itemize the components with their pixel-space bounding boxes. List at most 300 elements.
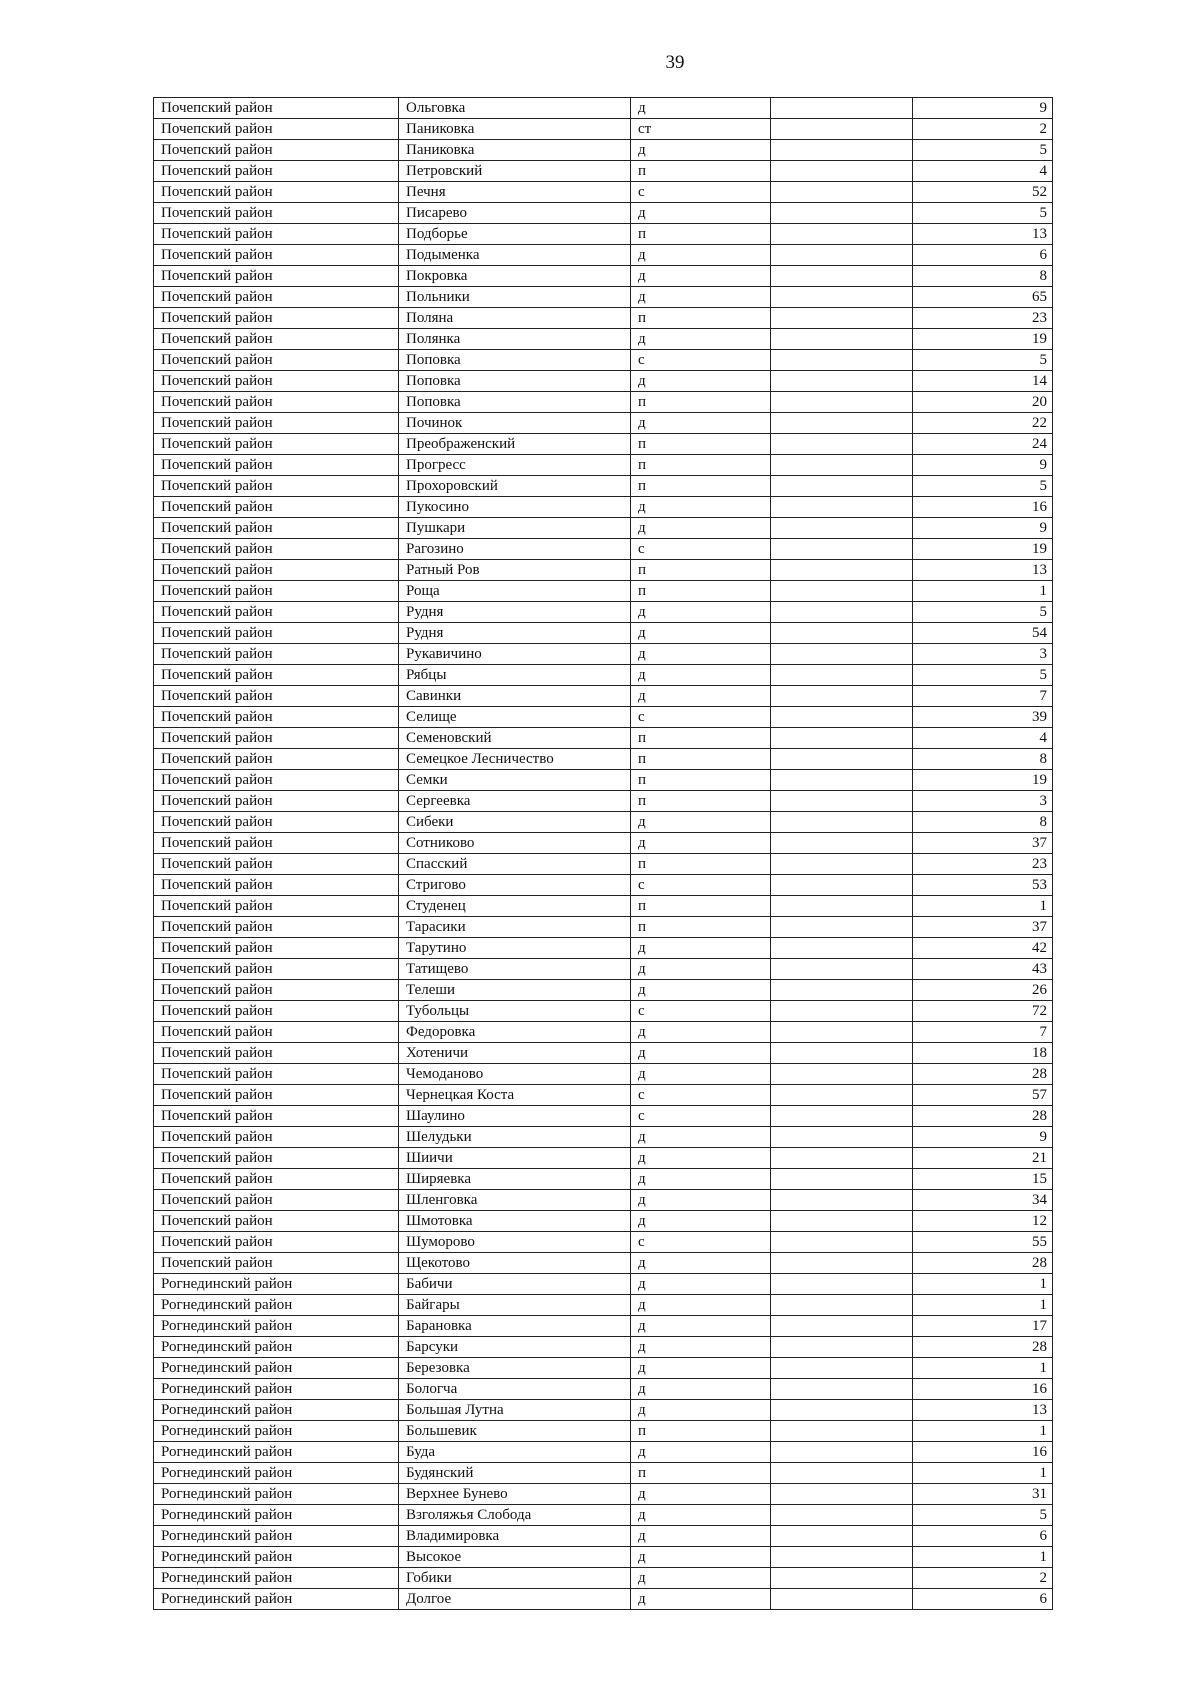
type-cell: д <box>631 413 771 434</box>
table-row <box>154 1484 1053 1505</box>
table-row <box>154 770 1053 791</box>
blank-cell <box>771 308 913 329</box>
count-cell: 1 <box>913 581 1053 602</box>
table-row <box>154 371 1053 392</box>
settlement-cell: Сотниково <box>399 833 631 854</box>
settlement-cell: Хотеничи <box>399 1043 631 1064</box>
blank-cell <box>771 182 913 203</box>
table-row <box>154 392 1053 413</box>
settlement-cell: Студенец <box>399 896 631 917</box>
type-cell: д <box>631 266 771 287</box>
district-cell: Почепский район <box>154 308 399 329</box>
district-cell: Почепский район <box>154 959 399 980</box>
type-cell: с <box>631 350 771 371</box>
blank-cell <box>771 854 913 875</box>
type-cell: д <box>631 1505 771 1526</box>
district-cell: Почепский район <box>154 455 399 476</box>
table-row <box>154 1043 1053 1064</box>
type-cell: д <box>631 1589 771 1610</box>
district-cell: Почепский район <box>154 728 399 749</box>
table-row <box>154 959 1053 980</box>
table-row <box>154 224 1053 245</box>
table-row <box>154 140 1053 161</box>
table-row <box>154 350 1053 371</box>
blank-cell <box>771 602 913 623</box>
count-cell: 8 <box>913 812 1053 833</box>
settlement-cell: Ширяевка <box>399 1169 631 1190</box>
settlement-cell: Байгары <box>399 1295 631 1316</box>
district-cell: Почепский район <box>154 350 399 371</box>
district-cell: Почепский район <box>154 518 399 539</box>
type-cell: п <box>631 1463 771 1484</box>
count-cell: 55 <box>913 1232 1053 1253</box>
district-cell: Почепский район <box>154 686 399 707</box>
settlement-cell: Буда <box>399 1442 631 1463</box>
district-cell: Рогнединский район <box>154 1400 399 1421</box>
blank-cell <box>771 98 913 119</box>
type-cell: д <box>631 980 771 1001</box>
blank-cell <box>771 980 913 1001</box>
district-cell: Рогнединский район <box>154 1421 399 1442</box>
type-cell: д <box>631 1316 771 1337</box>
type-cell: п <box>631 770 771 791</box>
blank-cell <box>771 287 913 308</box>
type-cell: п <box>631 224 771 245</box>
blank-cell <box>771 1064 913 1085</box>
settlement-cell: Селище <box>399 707 631 728</box>
table-row <box>154 1169 1053 1190</box>
type-cell: д <box>631 1274 771 1295</box>
count-cell: 1 <box>913 1463 1053 1484</box>
table-row <box>154 539 1053 560</box>
blank-cell <box>771 1358 913 1379</box>
count-cell: 13 <box>913 560 1053 581</box>
district-cell: Рогнединский район <box>154 1505 399 1526</box>
table-row <box>154 791 1053 812</box>
table-row <box>154 1106 1053 1127</box>
district-cell: Рогнединский район <box>154 1358 399 1379</box>
count-cell: 57 <box>913 1085 1053 1106</box>
district-cell: Рогнединский район <box>154 1316 399 1337</box>
table-row <box>154 1295 1053 1316</box>
blank-cell <box>771 896 913 917</box>
count-cell: 9 <box>913 518 1053 539</box>
district-cell: Почепский район <box>154 980 399 1001</box>
district-cell: Почепский район <box>154 497 399 518</box>
district-cell: Почепский район <box>154 770 399 791</box>
blank-cell <box>771 1211 913 1232</box>
table-row <box>154 812 1053 833</box>
settlement-cell: Барановка <box>399 1316 631 1337</box>
settlement-cell: Печня <box>399 182 631 203</box>
district-cell: Рогнединский район <box>154 1589 399 1610</box>
blank-cell <box>771 686 913 707</box>
district-cell: Почепский район <box>154 644 399 665</box>
settlement-cell: Подыменка <box>399 245 631 266</box>
table-row <box>154 245 1053 266</box>
count-cell: 8 <box>913 266 1053 287</box>
blank-cell <box>771 1505 913 1526</box>
settlement-cell: Спасский <box>399 854 631 875</box>
district-cell: Почепский район <box>154 266 399 287</box>
count-cell: 31 <box>913 1484 1053 1505</box>
table-row <box>154 497 1053 518</box>
settlement-cell: Сибеки <box>399 812 631 833</box>
type-cell: с <box>631 707 771 728</box>
type-cell: д <box>631 1253 771 1274</box>
type-cell: п <box>631 728 771 749</box>
settlement-cell: Сергеевка <box>399 791 631 812</box>
district-cell: Рогнединский район <box>154 1484 399 1505</box>
count-cell: 16 <box>913 1442 1053 1463</box>
count-cell: 42 <box>913 938 1053 959</box>
district-cell: Почепский район <box>154 749 399 770</box>
settlement-cell: Шелудьки <box>399 1127 631 1148</box>
settlement-cell: Телеши <box>399 980 631 1001</box>
type-cell: д <box>631 623 771 644</box>
district-cell: Почепский район <box>154 371 399 392</box>
district-cell: Почепский район <box>154 938 399 959</box>
blank-cell <box>771 1526 913 1547</box>
district-cell: Почепский район <box>154 140 399 161</box>
count-cell: 21 <box>913 1148 1053 1169</box>
district-cell: Почепский район <box>154 1211 399 1232</box>
table-row <box>154 1568 1053 1589</box>
count-cell: 4 <box>913 728 1053 749</box>
blank-cell <box>771 1379 913 1400</box>
settlement-cell: Писарево <box>399 203 631 224</box>
count-cell: 1 <box>913 896 1053 917</box>
type-cell: д <box>631 98 771 119</box>
type-cell: ст <box>631 119 771 140</box>
type-cell: д <box>631 1568 771 1589</box>
type-cell: с <box>631 182 771 203</box>
district-cell: Почепский район <box>154 245 399 266</box>
type-cell: п <box>631 308 771 329</box>
table-row <box>154 1232 1053 1253</box>
table-row <box>154 182 1053 203</box>
settlement-cell: Преображенский <box>399 434 631 455</box>
district-cell: Рогнединский район <box>154 1463 399 1484</box>
type-cell: с <box>631 875 771 896</box>
table-row <box>154 1379 1053 1400</box>
district-cell: Рогнединский район <box>154 1274 399 1295</box>
count-cell: 5 <box>913 602 1053 623</box>
blank-cell <box>771 1421 913 1442</box>
type-cell: д <box>631 1337 771 1358</box>
blank-cell <box>771 1001 913 1022</box>
district-cell: Почепский район <box>154 98 399 119</box>
table-row <box>154 896 1053 917</box>
blank-cell <box>771 1106 913 1127</box>
settlement-cell: Щекотово <box>399 1253 631 1274</box>
settlement-cell: Пушкари <box>399 518 631 539</box>
district-cell: Почепский район <box>154 1022 399 1043</box>
count-cell: 16 <box>913 497 1053 518</box>
type-cell: п <box>631 434 771 455</box>
count-cell: 1 <box>913 1274 1053 1295</box>
settlement-cell: Прохоровский <box>399 476 631 497</box>
settlement-cell: Владимировка <box>399 1526 631 1547</box>
blank-cell <box>771 917 913 938</box>
blank-cell <box>771 728 913 749</box>
table-row <box>154 1526 1053 1547</box>
type-cell: п <box>631 455 771 476</box>
blank-cell <box>771 749 913 770</box>
blank-cell <box>771 266 913 287</box>
type-cell: с <box>631 1232 771 1253</box>
settlement-cell: Шуморово <box>399 1232 631 1253</box>
type-cell: п <box>631 581 771 602</box>
count-cell: 13 <box>913 224 1053 245</box>
district-cell: Почепский район <box>154 287 399 308</box>
type-cell: п <box>631 161 771 182</box>
settlement-cell: Шленговка <box>399 1190 631 1211</box>
type-cell: д <box>631 371 771 392</box>
type-cell: д <box>631 1400 771 1421</box>
page-number: 39 <box>665 52 685 73</box>
type-cell: д <box>631 665 771 686</box>
blank-cell <box>771 1190 913 1211</box>
settlement-cell: Семецкое Лесничество <box>399 749 631 770</box>
table-row <box>154 434 1053 455</box>
count-cell: 7 <box>913 686 1053 707</box>
table-row <box>154 1274 1053 1295</box>
blank-cell <box>771 1337 913 1358</box>
type-cell: д <box>631 1442 771 1463</box>
blank-cell <box>771 203 913 224</box>
count-cell: 2 <box>913 119 1053 140</box>
type-cell: д <box>631 644 771 665</box>
table-row <box>154 1253 1053 1274</box>
table-row <box>154 581 1053 602</box>
type-cell: д <box>631 1547 771 1568</box>
table-row <box>154 728 1053 749</box>
count-cell: 65 <box>913 287 1053 308</box>
district-cell: Почепский район <box>154 413 399 434</box>
blank-cell <box>771 434 913 455</box>
table-row <box>154 1127 1053 1148</box>
count-cell: 2 <box>913 1568 1053 1589</box>
settlement-cell: Березовка <box>399 1358 631 1379</box>
table-row <box>154 602 1053 623</box>
blank-cell <box>771 392 913 413</box>
district-cell: Почепский район <box>154 392 399 413</box>
blank-cell <box>771 1463 913 1484</box>
settlement-cell: Гобики <box>399 1568 631 1589</box>
count-cell: 28 <box>913 1337 1053 1358</box>
type-cell: с <box>631 1106 771 1127</box>
settlement-cell: Поповка <box>399 371 631 392</box>
type-cell: д <box>631 1022 771 1043</box>
settlement-cell: Будянский <box>399 1463 631 1484</box>
count-cell: 34 <box>913 1190 1053 1211</box>
type-cell: д <box>631 812 771 833</box>
district-cell: Почепский район <box>154 1148 399 1169</box>
district-cell: Почепский район <box>154 665 399 686</box>
settlement-cell: Ратный Ров <box>399 560 631 581</box>
blank-cell <box>771 1127 913 1148</box>
settlement-cell: Большая Лутна <box>399 1400 631 1421</box>
count-cell: 5 <box>913 140 1053 161</box>
type-cell: с <box>631 1085 771 1106</box>
table-row <box>154 518 1053 539</box>
district-cell: Почепский район <box>154 224 399 245</box>
settlement-cell: Тарасики <box>399 917 631 938</box>
settlement-cell: Польники <box>399 287 631 308</box>
district-cell: Почепский район <box>154 1001 399 1022</box>
blank-cell <box>771 224 913 245</box>
type-cell: д <box>631 1358 771 1379</box>
blank-cell <box>771 812 913 833</box>
district-cell: Почепский район <box>154 707 399 728</box>
type-cell: д <box>631 1211 771 1232</box>
table-row <box>154 98 1053 119</box>
blank-cell <box>771 707 913 728</box>
blank-cell <box>771 455 913 476</box>
count-cell: 9 <box>913 455 1053 476</box>
count-cell: 6 <box>913 1589 1053 1610</box>
type-cell: д <box>631 959 771 980</box>
table-row <box>154 980 1053 1001</box>
table-row <box>154 1589 1053 1610</box>
blank-cell <box>771 1442 913 1463</box>
type-cell: д <box>631 833 771 854</box>
count-cell: 1 <box>913 1421 1053 1442</box>
type-cell: д <box>631 1526 771 1547</box>
district-cell: Почепский район <box>154 1043 399 1064</box>
count-cell: 23 <box>913 308 1053 329</box>
settlement-cell: Поляна <box>399 308 631 329</box>
district-cell: Рогнединский район <box>154 1547 399 1568</box>
type-cell: д <box>631 938 771 959</box>
district-cell: Почепский район <box>154 434 399 455</box>
settlement-cell: Рукавичино <box>399 644 631 665</box>
settlement-cell: Роща <box>399 581 631 602</box>
blank-cell <box>771 476 913 497</box>
table-row <box>154 1400 1053 1421</box>
count-cell: 5 <box>913 1505 1053 1526</box>
count-cell: 28 <box>913 1106 1053 1127</box>
table-row <box>154 1148 1053 1169</box>
type-cell: п <box>631 917 771 938</box>
blank-cell <box>771 413 913 434</box>
district-cell: Почепский район <box>154 1085 399 1106</box>
count-cell: 5 <box>913 476 1053 497</box>
settlement-cell: Семки <box>399 770 631 791</box>
blank-cell <box>771 371 913 392</box>
settlement-cell: Полянка <box>399 329 631 350</box>
table-row <box>154 1316 1053 1337</box>
count-cell: 13 <box>913 1400 1053 1421</box>
blank-cell <box>771 833 913 854</box>
district-cell: Почепский район <box>154 203 399 224</box>
district-cell: Почепский район <box>154 833 399 854</box>
district-cell: Почепский район <box>154 329 399 350</box>
blank-cell <box>771 1547 913 1568</box>
district-cell: Почепский район <box>154 119 399 140</box>
blank-cell <box>771 518 913 539</box>
district-cell: Рогнединский район <box>154 1526 399 1547</box>
district-cell: Почепский район <box>154 1064 399 1085</box>
settlement-cell: Поповка <box>399 392 631 413</box>
settlement-cell: Чемоданово <box>399 1064 631 1085</box>
blank-cell <box>771 938 913 959</box>
blank-cell <box>771 560 913 581</box>
count-cell: 9 <box>913 1127 1053 1148</box>
blank-cell <box>771 161 913 182</box>
district-cell: Почепский район <box>154 896 399 917</box>
table-row <box>154 476 1053 497</box>
settlement-cell: Паниковка <box>399 140 631 161</box>
type-cell: д <box>631 245 771 266</box>
table-row <box>154 917 1053 938</box>
table-row <box>154 119 1053 140</box>
blank-cell <box>771 350 913 371</box>
blank-cell <box>771 1148 913 1169</box>
settlement-cell: Взголяжья Слобода <box>399 1505 631 1526</box>
count-cell: 19 <box>913 539 1053 560</box>
count-cell: 37 <box>913 917 1053 938</box>
type-cell: д <box>631 1064 771 1085</box>
district-cell: Почепский район <box>154 1190 399 1211</box>
district-cell: Почепский район <box>154 182 399 203</box>
type-cell: д <box>631 287 771 308</box>
settlement-cell: Татищево <box>399 959 631 980</box>
settlement-cell: Стригово <box>399 875 631 896</box>
blank-cell <box>771 644 913 665</box>
blank-cell <box>771 581 913 602</box>
district-cell: Почепский район <box>154 854 399 875</box>
settlement-cell: Долгое <box>399 1589 631 1610</box>
count-cell: 16 <box>913 1379 1053 1400</box>
settlement-cell: Поповка <box>399 350 631 371</box>
table-row <box>154 203 1053 224</box>
district-cell: Почепский район <box>154 791 399 812</box>
district-cell: Почепский район <box>154 581 399 602</box>
blank-cell <box>771 623 913 644</box>
settlement-cell: Высокое <box>399 1547 631 1568</box>
count-cell: 20 <box>913 392 1053 413</box>
blank-cell <box>771 875 913 896</box>
table-row <box>154 161 1053 182</box>
table-row <box>154 1442 1053 1463</box>
settlement-cell: Починок <box>399 413 631 434</box>
count-cell: 28 <box>913 1064 1053 1085</box>
district-cell: Рогнединский район <box>154 1379 399 1400</box>
count-cell: 5 <box>913 665 1053 686</box>
blank-cell <box>771 1169 913 1190</box>
blank-cell <box>771 1253 913 1274</box>
table-row <box>154 287 1053 308</box>
count-cell: 5 <box>913 203 1053 224</box>
settlements-table <box>153 97 1053 1610</box>
settlement-cell: Верхнее Бунево <box>399 1484 631 1505</box>
type-cell: д <box>631 602 771 623</box>
blank-cell <box>771 1274 913 1295</box>
type-cell: д <box>631 1484 771 1505</box>
type-cell: п <box>631 392 771 413</box>
count-cell: 54 <box>913 623 1053 644</box>
district-cell: Почепский район <box>154 161 399 182</box>
count-cell: 28 <box>913 1253 1053 1274</box>
count-cell: 19 <box>913 329 1053 350</box>
settlement-cell: Семеновский <box>399 728 631 749</box>
table-row <box>154 1463 1053 1484</box>
type-cell: д <box>631 1043 771 1064</box>
settlement-cell: Тарутино <box>399 938 631 959</box>
district-cell: Почепский район <box>154 1127 399 1148</box>
